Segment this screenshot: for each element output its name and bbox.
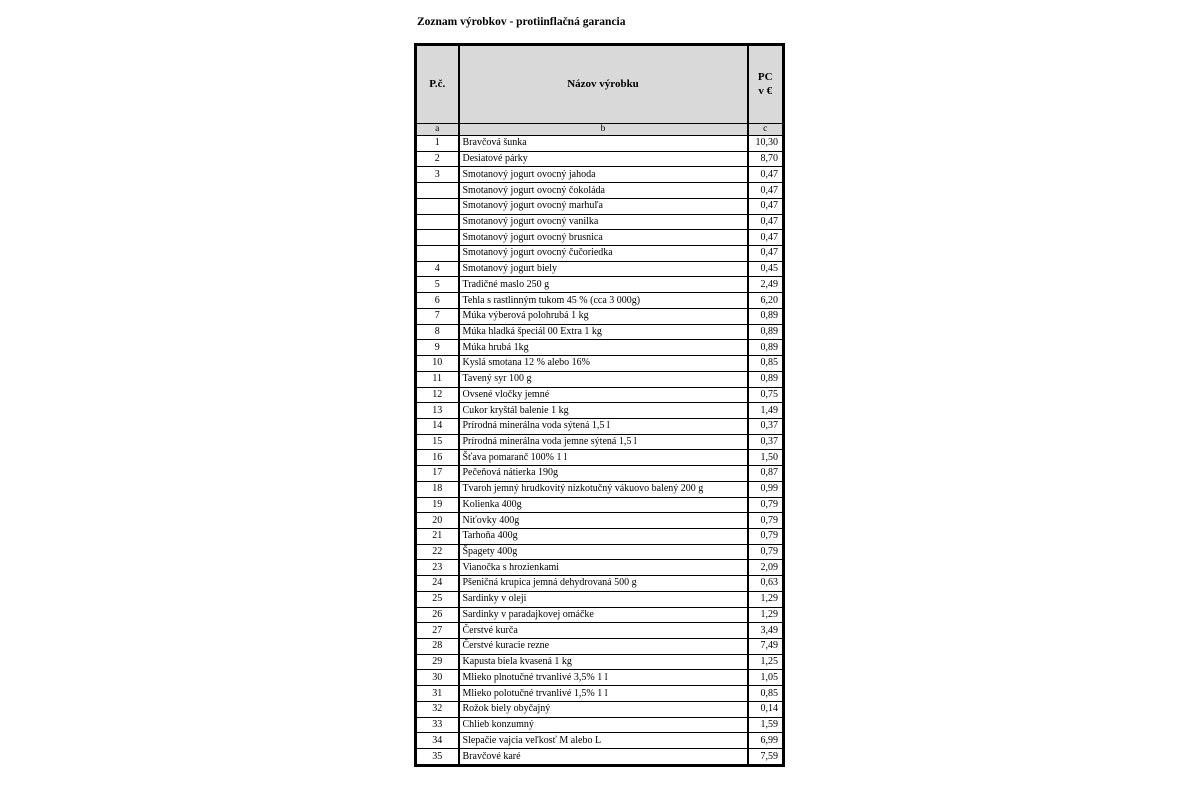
row-number-cell <box>417 230 459 246</box>
product-name-cell: Mlieko polotučné trvanlivé 1,5% 1 l <box>459 686 748 702</box>
price-cell: 0,89 <box>748 340 783 356</box>
product-name-cell: Múka hrubá 1kg <box>459 340 748 356</box>
row-number-cell <box>417 198 459 214</box>
price-cell: 7,59 <box>748 749 783 765</box>
product-name-cell: Bravčové karé <box>459 749 748 765</box>
table-row <box>417 639 783 655</box>
row-number-cell: 9 <box>417 340 459 356</box>
header-price-unit: v € <box>758 84 773 97</box>
table-row <box>417 324 783 340</box>
price-cell: 0,14 <box>748 701 783 717</box>
price-cell: 0,45 <box>748 261 783 277</box>
table-row <box>417 136 783 152</box>
price-cell: 0,79 <box>748 544 783 560</box>
table-row <box>417 403 783 419</box>
product-name-cell: Bravčová šunka <box>459 136 748 152</box>
table-row <box>417 749 783 765</box>
row-number-cell: 5 <box>417 277 459 293</box>
price-cell: 0,37 <box>748 434 783 450</box>
table-row <box>417 623 783 639</box>
row-number-cell: 12 <box>417 387 459 403</box>
row-number-cell: 3 <box>417 167 459 183</box>
row-number-cell: 16 <box>417 450 459 466</box>
table-row <box>417 434 783 450</box>
table-row <box>417 528 783 544</box>
table-row <box>417 183 783 199</box>
table-row <box>417 591 783 607</box>
row-number-cell: 8 <box>417 324 459 340</box>
price-cell: 0,89 <box>748 371 783 387</box>
price-cell: 8,70 <box>748 151 783 167</box>
price-cell: 0,79 <box>748 513 783 529</box>
row-number-cell: 32 <box>417 701 459 717</box>
product-name-cell: Čerstvé kuracie rezne <box>459 639 748 655</box>
price-cell: 0,79 <box>748 497 783 513</box>
row-number-cell: 34 <box>417 733 459 749</box>
column-letter-b: b <box>459 124 748 136</box>
price-cell: 1,49 <box>748 403 783 419</box>
table-row <box>417 560 783 576</box>
price-cell: 6,20 <box>748 293 783 309</box>
row-number-cell: 13 <box>417 403 459 419</box>
price-cell: 3,49 <box>748 623 783 639</box>
product-name-cell: Tarhoňa 400g <box>459 528 748 544</box>
price-cell: 0,85 <box>748 686 783 702</box>
row-number-cell: 33 <box>417 717 459 733</box>
product-name-cell: Smotanový jogurt biely <box>459 261 748 277</box>
row-number-cell: 17 <box>417 466 459 482</box>
product-table <box>416 45 783 765</box>
row-number-cell: 30 <box>417 670 459 686</box>
row-number-cell: 21 <box>417 528 459 544</box>
price-cell: 1,05 <box>748 670 783 686</box>
row-number-cell: 7 <box>417 308 459 324</box>
product-name-cell: Mlieko plnotučné trvanlivé 3,5% 1 l <box>459 670 748 686</box>
price-cell: 2,49 <box>748 277 783 293</box>
table-row <box>417 701 783 717</box>
price-cell: 0,75 <box>748 387 783 403</box>
row-number-cell <box>417 246 459 262</box>
product-name-cell: Pšeničná krupica jemná dehydrovaná 500 g <box>459 576 748 592</box>
price-cell: 0,47 <box>748 183 783 199</box>
price-cell: 0,47 <box>748 167 783 183</box>
row-number-cell: 14 <box>417 418 459 434</box>
row-number-cell: 31 <box>417 686 459 702</box>
table-row <box>417 293 783 309</box>
price-cell: 10,30 <box>748 136 783 152</box>
product-name-cell: Špagety 400g <box>459 544 748 560</box>
product-name-cell: Prírodná minerálna voda jemne sýtená 1,5 l <box>459 434 748 450</box>
product-name-cell: Sardinky v oleji <box>459 591 748 607</box>
table-row <box>417 466 783 482</box>
table-row <box>417 733 783 749</box>
table-row <box>417 387 783 403</box>
product-name-cell: Múka výberová polohrubá 1 kg <box>459 308 748 324</box>
row-number-cell: 4 <box>417 261 459 277</box>
product-name-cell: Tvaroh jemný hrudkovitý nízkotučný vákuovo balený 200 g <box>459 481 748 497</box>
price-cell: 0,87 <box>748 466 783 482</box>
price-cell: 0,89 <box>748 324 783 340</box>
row-number-cell: 28 <box>417 639 459 655</box>
table-row <box>417 418 783 434</box>
product-name-cell: Tradičné maslo 250 g <box>459 277 748 293</box>
table-row <box>417 717 783 733</box>
price-cell: 7,49 <box>748 639 783 655</box>
price-cell: 0,79 <box>748 528 783 544</box>
product-name-cell: Smotanový jogurt ovocný čučoriedka <box>459 246 748 262</box>
row-number-cell: 29 <box>417 654 459 670</box>
row-number-cell: 19 <box>417 497 459 513</box>
document-title: Zoznam výrobkov - protiinflačná garancia <box>417 16 626 28</box>
price-cell: 0,47 <box>748 246 783 262</box>
row-number-cell: 25 <box>417 591 459 607</box>
row-number-cell: 27 <box>417 623 459 639</box>
row-number-cell: 2 <box>417 151 459 167</box>
table-row <box>417 246 783 262</box>
price-cell: 0,85 <box>748 356 783 372</box>
product-name-cell: Vianočka s hrozienkami <box>459 560 748 576</box>
row-number-cell: 23 <box>417 560 459 576</box>
row-number-cell: 35 <box>417 749 459 765</box>
table-row <box>417 230 783 246</box>
product-name-cell: Kapusta biela kvasená 1 kg <box>459 654 748 670</box>
product-name-cell: Sardinky v paradajkovej omáčke <box>459 607 748 623</box>
price-cell: 1,29 <box>748 607 783 623</box>
product-name-cell: Čerstvé kurča <box>459 623 748 639</box>
product-name-cell: Kolienka 400g <box>459 497 748 513</box>
column-letter-row <box>417 124 783 136</box>
product-name-cell: Tavený syr 100 g <box>459 371 748 387</box>
table-row <box>417 340 783 356</box>
price-cell: 1,25 <box>748 654 783 670</box>
product-name-cell: Smotanový jogurt ovocný marhuľa <box>459 198 748 214</box>
product-name-cell: Chlieb konzumný <box>459 717 748 733</box>
column-letter-c: c <box>748 124 783 136</box>
row-number-cell <box>417 214 459 230</box>
table-row <box>417 513 783 529</box>
price-cell: 6,99 <box>748 733 783 749</box>
table-row <box>417 308 783 324</box>
row-number-cell: 15 <box>417 434 459 450</box>
table-row <box>417 481 783 497</box>
price-cell: 1,59 <box>748 717 783 733</box>
table-body <box>417 124 783 765</box>
column-letter-a: a <box>417 124 459 136</box>
product-name-cell: Smotanový jogurt ovocný vanilka <box>459 214 748 230</box>
row-number-cell: 26 <box>417 607 459 623</box>
product-name-cell: Pečeňová nátierka 190g <box>459 466 748 482</box>
table-row <box>417 151 783 167</box>
table-row <box>417 686 783 702</box>
price-cell: 1,29 <box>748 591 783 607</box>
table-row <box>417 261 783 277</box>
product-name-cell: Cukor kryštál balenie 1 kg <box>459 403 748 419</box>
product-name-cell: Smotanový jogurt ovocný jahoda <box>459 167 748 183</box>
row-number-cell <box>417 183 459 199</box>
product-name-cell: Prírodná minerálna voda sýtená 1,5 l <box>459 418 748 434</box>
row-number-cell: 10 <box>417 356 459 372</box>
price-cell: 2,09 <box>748 560 783 576</box>
price-cell: 0,37 <box>748 418 783 434</box>
row-number-cell: 22 <box>417 544 459 560</box>
price-cell: 0,47 <box>748 198 783 214</box>
product-name-cell: Smotanový jogurt ovocný čokoláda <box>459 183 748 199</box>
row-number-cell: 24 <box>417 576 459 592</box>
table-row <box>417 371 783 387</box>
table-row <box>417 277 783 293</box>
price-cell: 0,47 <box>748 230 783 246</box>
table-row <box>417 356 783 372</box>
header-number: P.č. <box>417 46 459 124</box>
price-cell: 0,99 <box>748 481 783 497</box>
row-number-cell: 1 <box>417 136 459 152</box>
product-name-cell: Tehla s rastlinným tukom 45 % (cca 3 000g) <box>459 293 748 309</box>
table-row <box>417 198 783 214</box>
row-number-cell: 11 <box>417 371 459 387</box>
table-header-row <box>417 46 783 124</box>
table-row <box>417 576 783 592</box>
table-row <box>417 654 783 670</box>
table-row <box>417 167 783 183</box>
product-name-cell: Desiatové párky <box>459 151 748 167</box>
header-price <box>748 46 783 124</box>
row-number-cell: 20 <box>417 513 459 529</box>
product-name-cell: Ovsené vločky jemné <box>459 387 748 403</box>
table-row <box>417 670 783 686</box>
price-cell: 0,89 <box>748 308 783 324</box>
header-price-label: PC <box>757 70 773 83</box>
product-name-cell: Niťovky 400g <box>459 513 748 529</box>
product-name-cell: Šťava pomaranč 100% 1 l <box>459 450 748 466</box>
table-row <box>417 544 783 560</box>
row-number-cell: 6 <box>417 293 459 309</box>
product-name-cell: Múka hladká špeciál 00 Extra 1 kg <box>459 324 748 340</box>
table-row <box>417 214 783 230</box>
product-name-cell: Slepačie vajcia veľkosť M alebo L <box>459 733 748 749</box>
row-number-cell: 18 <box>417 481 459 497</box>
table-row <box>417 607 783 623</box>
price-cell: 0,63 <box>748 576 783 592</box>
price-cell: 1,50 <box>748 450 783 466</box>
product-name-cell: Smotanový jogurt ovocný brusnica <box>459 230 748 246</box>
header-product-name: Názov výrobku <box>459 46 748 124</box>
price-cell: 0,47 <box>748 214 783 230</box>
product-name-cell: Rožok biely obyčajný <box>459 701 748 717</box>
table-row <box>417 497 783 513</box>
product-name-cell: Kyslá smotana 12 % alebo 16% <box>459 356 748 372</box>
table-row <box>417 450 783 466</box>
product-table-frame <box>414 43 785 767</box>
